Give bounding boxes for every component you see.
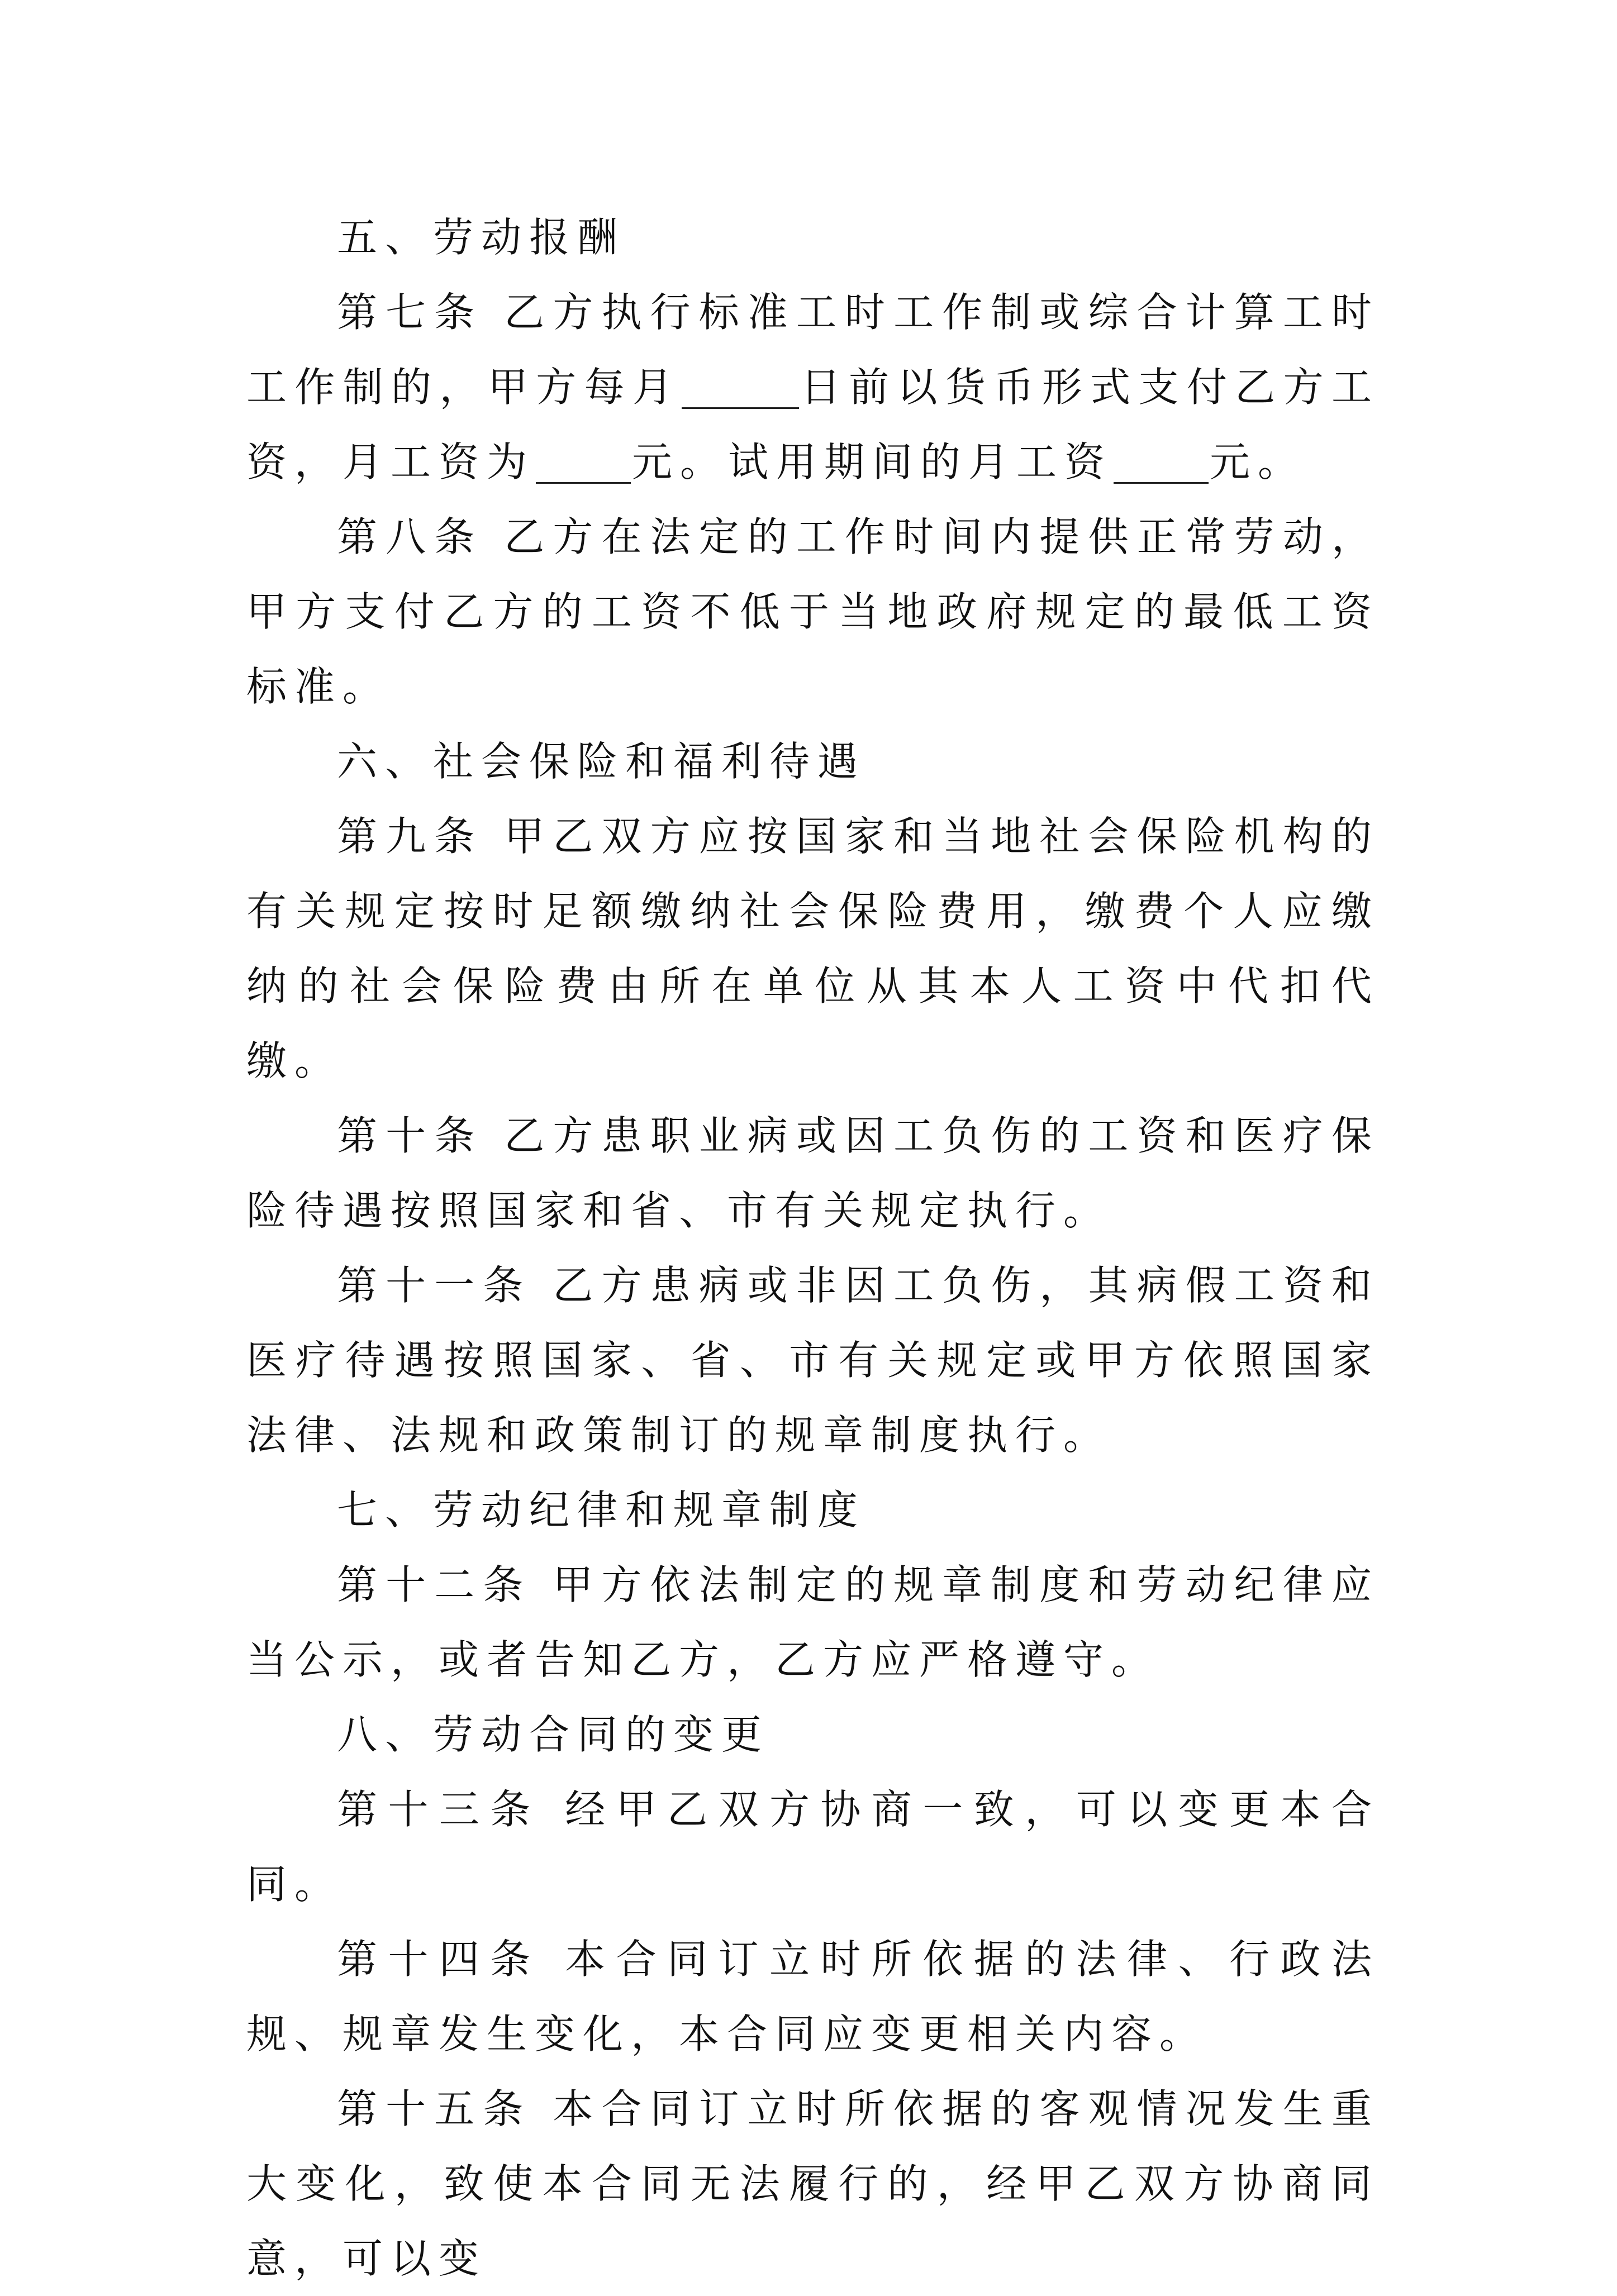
article-10: 第十条 乙方患职业病或因工负伤的工资和医疗保险待遇按照国家和省、市有关规定执行。 [246,1112,1380,1234]
contract-body [246,200,1380,2296]
article-14: 第十四条 本合同订立时所依据的法律、行政法规、规章发生变化，本合同应变更相关内容。 [246,1936,1380,2057]
article-7-text-a: 第七条 乙方执行标准工时工作制或综合计算工时工作制的，甲方每月 [246,289,1380,411]
article-12: 第十二条 甲方依法制定的规章制度和劳动纪律应当公示，或者告知乙方，乙方应严格遵守。 [246,1561,1380,1683]
article-15: 第十五条 本合同订立时所依据的客观情况发生重大变化，致使本合同无法履行的，经甲乙双方协商同意，可以变 [246,2085,1380,2282]
probation-wage-blank[interactable] [1114,443,1209,484]
section-heading-7: 七、劳动纪律和规章制度 [337,1487,866,1533]
article-7 [246,275,1380,499]
section-heading-5: 五、劳动报酬 [337,214,626,261]
section-heading-8: 八、劳动合同的变更 [337,1711,770,1758]
article-7-text-c: 元。试用期间的月工资 [632,439,1113,485]
article-7-text-d: 元。 [1210,439,1306,485]
article-13: 第十三条 经甲乙双方协商一致，可以变更本合同。 [246,1786,1380,1908]
article-7-text-b: 日前以货币形式支付乙方工资，月工资为 [246,364,1380,485]
article-11: 第十一条 乙方患病或非因工负伤，其病假工资和医疗待遇按照国家、省、市有关规定或甲方依照国家法律、法规和政策制订的规章制度执行。 [246,1262,1380,1459]
pay-day-blank[interactable] [682,368,799,409]
article-8: 第八条 乙方在法定的工作时间内提供正常劳动，甲方支付乙方的工资不低于当地政府规定的最低工资标准。 [246,513,1380,710]
monthly-wage-blank[interactable] [536,443,631,484]
section-heading-6: 六、社会保险和福利待遇 [337,738,866,785]
article-9: 第九条 甲乙双方应按国家和当地社会保险机构的有关规定按时足额缴纳社会保险费用，缴费个人应缴纳的社会保险费由所在单位从其本人工资中代扣代缴。 [246,813,1380,1084]
